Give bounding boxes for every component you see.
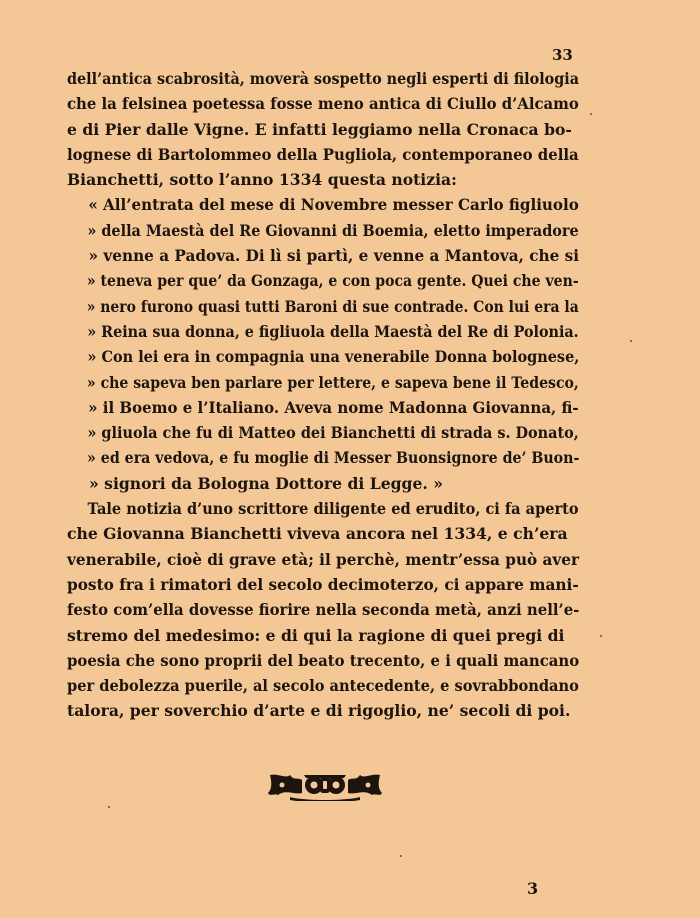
text-line: » Con lei era in compagnia una venerabile Donna bolognese,	[87, 347, 580, 367]
text-line: che la felsinea poetessa fosse meno antica di Ciullo d’Alcamo	[67, 94, 579, 114]
text-line: Tale notizia d’uno scrittore diligente ed erudito, ci fa aperto	[87, 499, 579, 519]
text-line: » teneva per que’ da Gonzaga, e con poca gente. Quei che ven-	[86, 271, 579, 291]
signature-mark: 3	[527, 879, 539, 898]
text-line: poesia che sono proprii del beato trecento, e i quali mancano	[67, 650, 580, 670]
paper-speck	[590, 113, 592, 115]
text-line: lognese di Bartolommeo della Pugliola, contemporaneo della	[67, 144, 579, 164]
paper-speck	[630, 340, 632, 342]
paper-speck	[600, 635, 602, 637]
text-line: « All’entrata del mese di Novembre messer Carlo figliuolo	[88, 195, 579, 215]
body-text	[67, 66, 579, 724]
text-line: posto fra i rimatori del secolo decimoterzo, ci appare mani-	[67, 574, 579, 594]
text-line: e di Pier dalle Vigne. E infatti leggiamo nella Cronaca bo-	[67, 119, 572, 139]
text-line: festo com’ella dovesse fiorire nella seconda metà, anzi nell’e-	[67, 600, 580, 620]
text-line: stremo del medesimo: e di qui la ragione di quei pregi di	[67, 625, 565, 645]
text-line: venerabile, cioè di grave età; il perchè, mentr’essa può aver	[67, 549, 580, 569]
text-line: » signori da Bologna Dottore di Legge. »	[89, 473, 443, 493]
text-line: » nero furono quasi tutti Baroni di sue contrade. Con lui era la	[86, 296, 579, 316]
printer-ornament-icon	[268, 771, 382, 801]
text-line: che Giovanna Bianchetti viveva ancora nel 1334, e ch’era	[67, 524, 568, 544]
text-line: dell’antica scabrosità, moverà sospetto negli esperti di filologia	[67, 69, 580, 88]
paper-speck	[108, 806, 110, 808]
text-line: » ed era vedova, e fu moglie di Messer Buonsignore de’ Buon-	[87, 448, 580, 468]
text-line: » della Maestà del Re Giovanni di Boemia, eletto imperadore	[87, 220, 579, 240]
text-line: » che sapeva ben parlare per lettere, e sapeva bene il Tedesco,	[86, 372, 579, 392]
page-number: 33	[552, 46, 573, 64]
text-line: talora, per soverchio d’arte e di rigoglio, ne’ secoli di poi.	[67, 701, 571, 721]
text-line: » Reina sua donna, e figliuola della Maestà del Re di Polonia.	[87, 321, 579, 341]
text-line: per debolezza puerile, al secolo antecedente, e sovrabbondano	[67, 676, 579, 696]
text-line: Bianchetti, sotto l’anno 1334 questa notizia:	[67, 170, 457, 190]
text-line: » venne a Padova. Di lì si partì, e venne a Mantova, che si	[88, 246, 580, 266]
text-line: » il Boemo e l’Italiano. Aveva nome Madonna Giovanna, fi-	[88, 397, 579, 417]
paper-speck	[400, 855, 402, 857]
text-line: » gliuola che fu di Matteo dei Bianchetti di strada s. Donato,	[87, 423, 579, 443]
